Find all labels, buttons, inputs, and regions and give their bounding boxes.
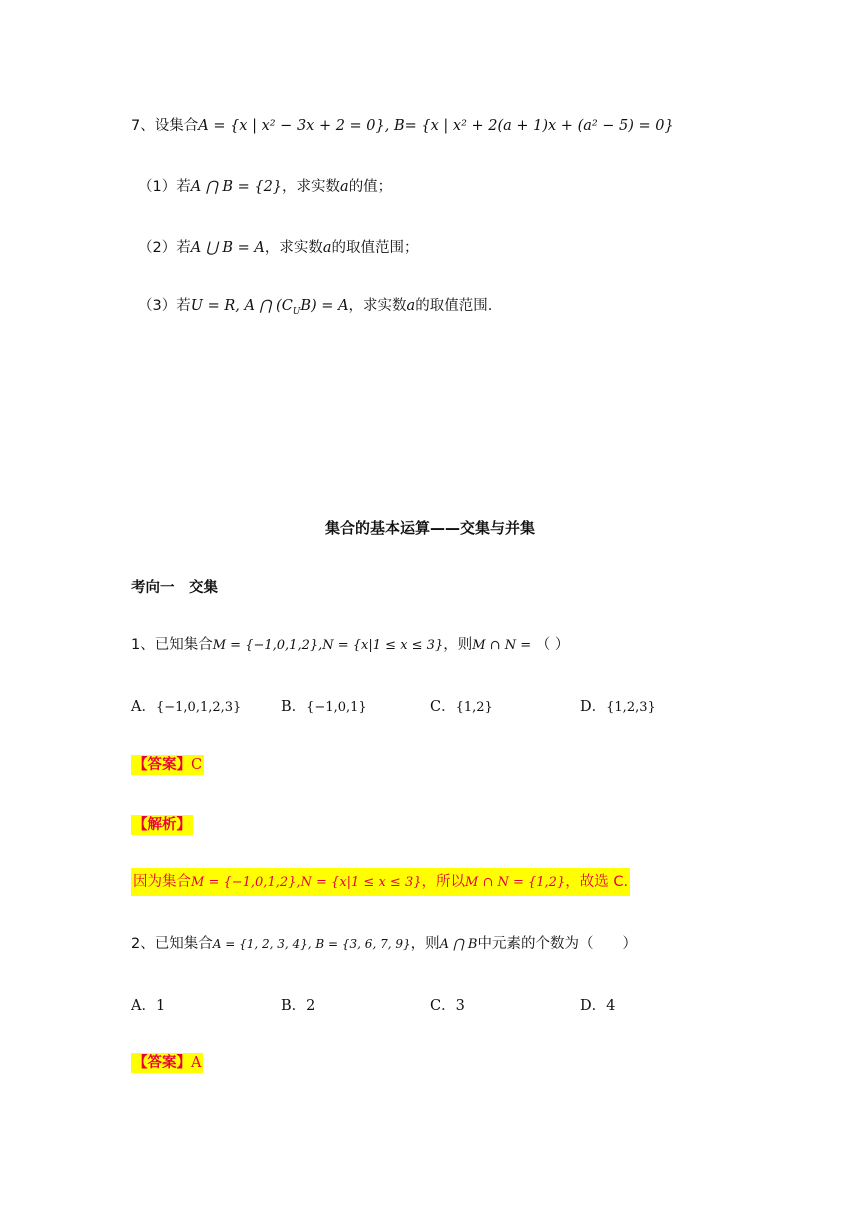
q2-answer-highlight: [131, 1053, 203, 1073]
q2-option-c: C．3: [430, 998, 465, 1014]
q7-part1-suffix: ，求实数: [282, 179, 341, 195]
q7-part3: [138, 295, 492, 323]
q7-part3-math: U = R, A ⋂ (C: [190, 298, 293, 314]
q1-analysis-prefix: 因为集合: [133, 874, 191, 890]
q2-stem-end: 中元素的个数为（ ）: [477, 936, 637, 952]
q1-analysis-end: ，故选 C.: [565, 874, 629, 890]
q7-stem-math: A = {x | x² − 3x + 2 = 0}, B= {x | x² + 2(a + 1)x + (a² − 5) = 0}: [198, 118, 674, 134]
q1-answer-value: C: [191, 757, 203, 773]
q1-stem-mid: ，则: [443, 637, 473, 653]
q1-analysis-label-line: [131, 814, 193, 836]
q1-stem-end: （ ）: [535, 637, 570, 653]
q1-stem-prefix: 1、已知集合: [131, 637, 213, 653]
q1-analysis-mid: ，所以: [421, 874, 465, 890]
q2-option-b: B．2: [281, 998, 316, 1014]
q7-part2: [138, 237, 418, 259]
q7-part2-suffix: ，求实数: [264, 240, 323, 256]
q7-part2-math: A ⋃ B = A: [190, 240, 265, 256]
q7-part1-end: 的值；: [348, 179, 393, 195]
q7-part3-var: a: [406, 298, 416, 314]
q2-answer-value: A: [191, 1055, 202, 1071]
q7-part1-prefix: （1）若: [138, 179, 191, 195]
q1-option-b: B．{−1,0,1}: [281, 699, 367, 715]
q1-analysis-math2: M ∩ N = {1,2}: [465, 875, 566, 890]
q2-option-a: A．1: [131, 998, 166, 1014]
q1-stem-math2: M ∩ N =: [472, 638, 532, 653]
q2-stem-mid: ，则: [410, 936, 440, 952]
q7-part3-sub: U: [292, 306, 301, 317]
q7-part2-var: a: [322, 240, 332, 256]
section-title: 集合的基本运算——交集与并集: [324, 519, 535, 537]
q7-part3-math2: B) = A: [300, 298, 349, 314]
q1-analysis-label: 【解析】: [133, 817, 191, 833]
q7-part3-end: 的取值范围.: [415, 298, 493, 314]
q2-answer: [131, 1052, 203, 1074]
q1-analysis-math: M = {−1,0,1,2},N = {x|1 ≤ x ≤ 3}: [191, 875, 422, 890]
q1-option-c: C．{1,2}: [430, 699, 493, 715]
q1-answer-label: 【答案】: [133, 757, 191, 773]
subsection-title: 考向一 交集: [131, 580, 218, 596]
q1-stem-math: M = {−1,0,1,2},N = {x|1 ≤ x ≤ 3}: [212, 638, 444, 653]
q2-option-d: D．4: [580, 998, 616, 1014]
q7-part3-prefix: （3）若: [138, 298, 191, 314]
q1-analysis: [131, 871, 630, 894]
q2-stem: [131, 933, 637, 956]
q7-stem: [131, 115, 674, 137]
q2-answer-label: 【答案】: [133, 1055, 191, 1071]
q1-analysis-highlight: [131, 868, 630, 896]
q1-option-d: D．{1,2,3}: [580, 699, 656, 715]
q1-answer-highlight: [131, 755, 204, 775]
q7-stem-prefix: 7、设集合: [131, 118, 199, 134]
q7-part1-math: A ⋂ B = {2}: [190, 179, 283, 195]
q7-part2-end: 的取值范围；: [331, 240, 419, 256]
q7-part1: [138, 176, 392, 198]
q7-part3-suffix: ，求实数: [348, 298, 407, 314]
q2-stem-math: A = {1, 2, 3, 4}, B = {3, 6, 7, 9}: [212, 937, 411, 951]
q2-stem-prefix: 2、已知集合: [131, 936, 213, 952]
q1-answer: [131, 754, 204, 776]
q1-option-a: A．{−1,0,1,2,3}: [131, 699, 242, 715]
q1-stem: [131, 634, 569, 657]
q7-part2-prefix: （2）若: [138, 240, 191, 256]
q2-stem-math2: A ⋂ B: [439, 937, 478, 952]
q7-part1-var: a: [340, 179, 349, 195]
